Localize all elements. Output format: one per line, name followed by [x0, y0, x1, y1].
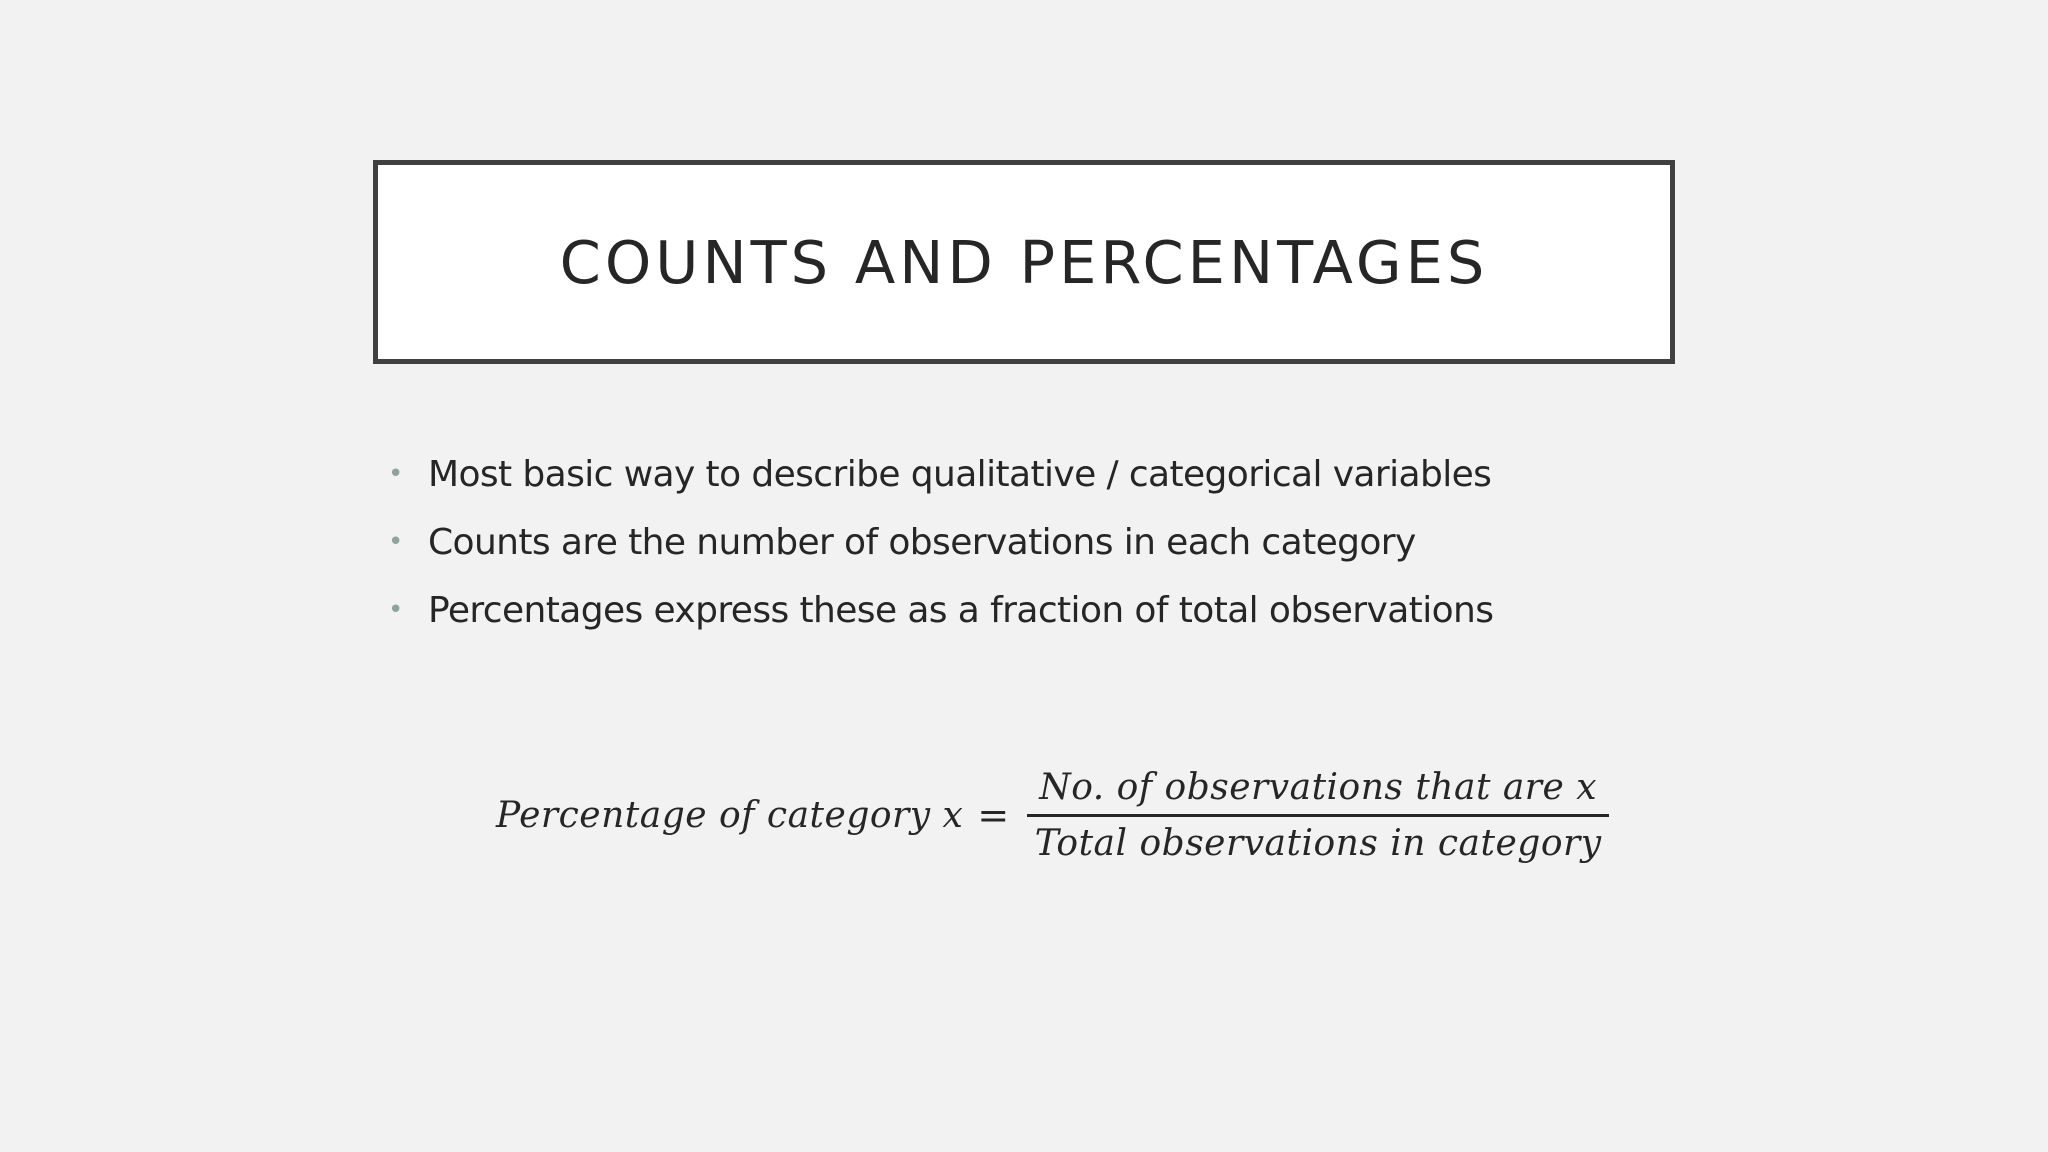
formula-lhs: Percentage of category x — [496, 794, 964, 836]
formula-numerator: No. of observations that are x — [1039, 766, 1598, 808]
bullet-text: Percentages express these as a fraction of total observations — [428, 589, 1494, 631]
bullet-icon: • — [388, 595, 404, 625]
bullet-item — [384, 576, 1684, 644]
title-box — [373, 160, 1675, 364]
formula-denominator: Total observations in category — [1034, 822, 1602, 864]
bullet-text: Counts are the number of observations in each category — [428, 521, 1416, 563]
formula-equals-sign: = — [977, 793, 1010, 837]
formula-fraction — [1027, 767, 1609, 864]
bullet-item — [384, 440, 1684, 508]
slide-title: COUNTS AND PERCENTAGES — [559, 227, 1489, 297]
percentage-formula — [496, 760, 1609, 870]
bullet-icon: • — [388, 527, 404, 557]
bullet-list — [384, 440, 1684, 644]
bullet-item — [384, 508, 1684, 576]
bullet-icon: • — [388, 459, 404, 489]
bullet-text: Most basic way to describe qualitative / categorical variables — [428, 453, 1492, 495]
